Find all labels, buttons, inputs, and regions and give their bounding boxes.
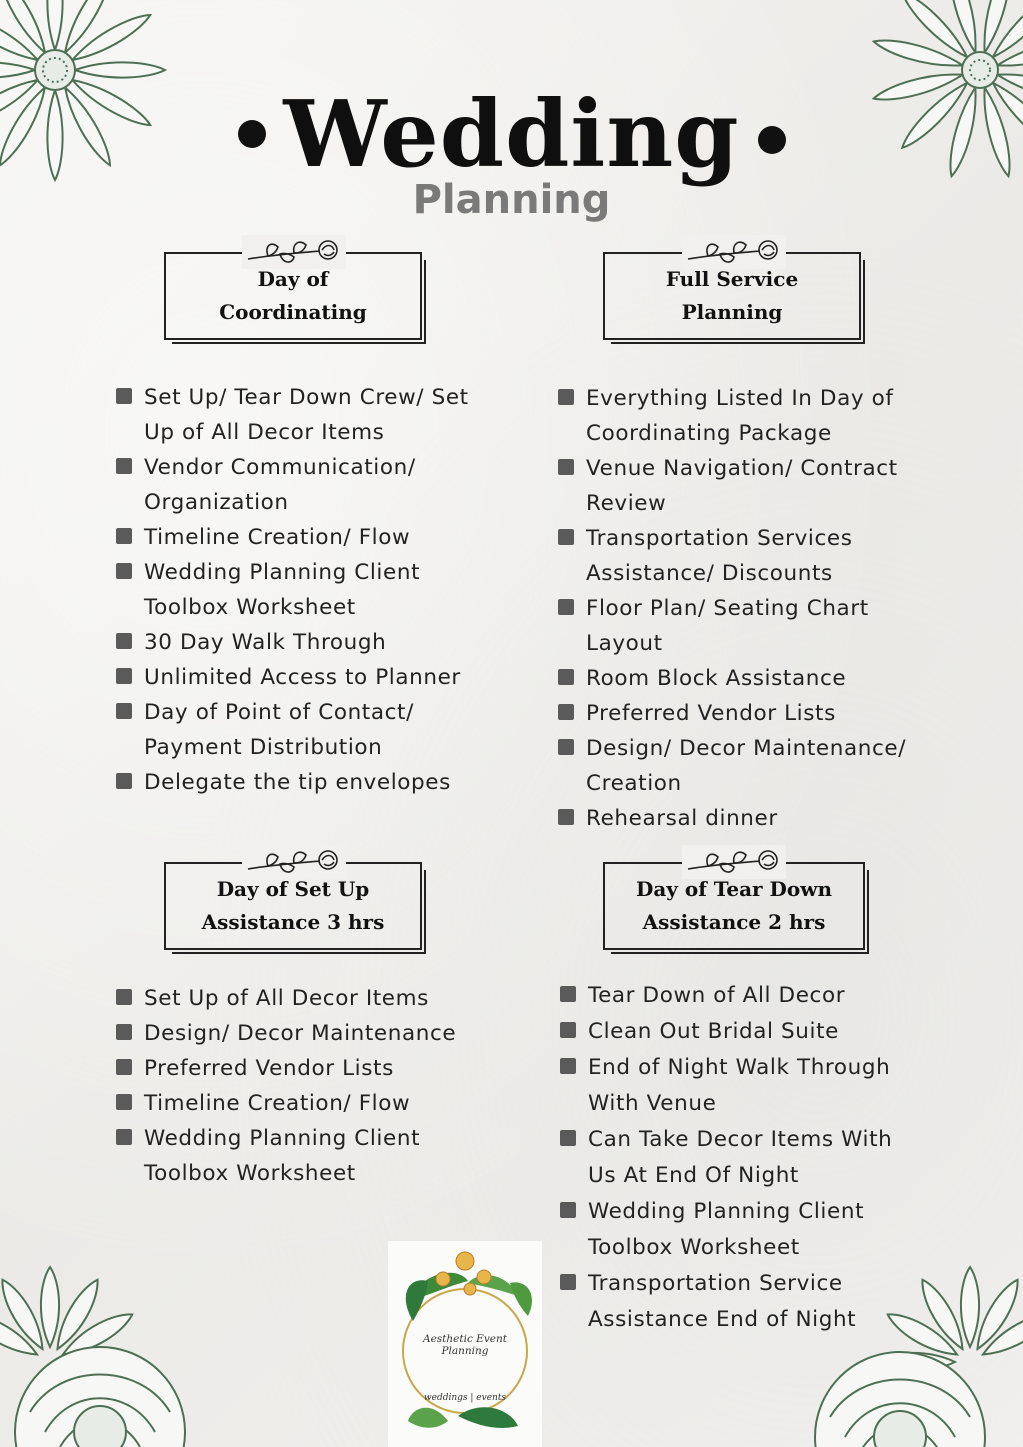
list-item: Clean Out Bridal Suite xyxy=(556,1014,926,1050)
rose-sprig-icon xyxy=(682,235,786,269)
list-item: Can Take Decor Items With Us At End Of Night xyxy=(556,1122,926,1194)
flower-bottom-left-icon xyxy=(0,1262,210,1447)
list-item: Vendor Communication/ Organization xyxy=(112,450,492,520)
square-bullet-icon xyxy=(116,773,132,789)
list-item: Wedding Planning Client Toolbox Worksheet xyxy=(112,1121,492,1191)
heading-line: Planning xyxy=(681,300,783,324)
logo-script-text: Aesthetic Event Planning xyxy=(423,1333,507,1357)
brand-logo xyxy=(388,1241,542,1447)
list-item: Wedding Planning Client Toolbox Worksheet xyxy=(556,1194,926,1266)
square-bullet-icon xyxy=(560,1022,576,1038)
list-item: Set Up of All Decor Items xyxy=(112,981,492,1016)
page-subtitle: Planning xyxy=(412,177,611,223)
title-dot-right-icon xyxy=(758,126,786,154)
square-bullet-icon xyxy=(116,1024,132,1040)
list-item: Preferred Vendor Lists xyxy=(112,1051,492,1086)
square-bullet-icon xyxy=(560,1130,576,1146)
list-item: Timeline Creation/ Flow xyxy=(112,520,492,555)
square-bullet-icon xyxy=(558,599,574,615)
list-item: Preferred Vendor Lists xyxy=(554,696,934,731)
heading-line: Coordinating xyxy=(219,300,367,324)
list-item: Rehearsal dinner xyxy=(554,801,934,836)
service-list-full-service-planning xyxy=(554,381,934,836)
list-item: Everything Listed In Day of Coordinating Package xyxy=(554,381,934,451)
square-bullet-icon xyxy=(116,1129,132,1145)
list-item: Transportation Service Assistance End of Night xyxy=(556,1266,926,1338)
square-bullet-icon xyxy=(560,1274,576,1290)
logo-subtext: weddings | events xyxy=(423,1393,507,1403)
list-item: Wedding Planning Client Toolbox Worksheet xyxy=(112,555,492,625)
service-list-day-of-coordinating xyxy=(112,380,492,800)
square-bullet-icon xyxy=(116,458,132,474)
page-title: Wedding xyxy=(283,80,740,188)
list-item: Design/ Decor Maintenance/ Creation xyxy=(554,731,934,801)
square-bullet-icon xyxy=(560,1202,576,1218)
service-list-day-of-tear-down xyxy=(556,978,926,1338)
square-bullet-icon xyxy=(558,669,574,685)
square-bullet-icon xyxy=(560,986,576,1002)
list-item: Floor Plan/ Seating Chart Layout xyxy=(554,591,934,661)
square-bullet-icon xyxy=(560,1058,576,1074)
rose-sprig-icon xyxy=(242,845,346,879)
list-item: Design/ Decor Maintenance xyxy=(112,1016,492,1051)
list-item: Unlimited Access to Planner xyxy=(112,660,492,695)
heading-line: Day of Set Up xyxy=(216,877,370,901)
square-bullet-icon xyxy=(116,1094,132,1110)
square-bullet-icon xyxy=(558,459,574,475)
square-bullet-icon xyxy=(116,563,132,579)
square-bullet-icon xyxy=(116,989,132,1005)
list-item: Day of Point of Contact/ Payment Distribution xyxy=(112,695,492,765)
square-bullet-icon xyxy=(116,633,132,649)
list-item: 30 Day Walk Through xyxy=(112,625,492,660)
heading-line: Day of xyxy=(257,267,329,291)
heading-line: Day of Tear Down xyxy=(635,877,832,901)
list-item: Venue Navigation/ Contract Review xyxy=(554,451,934,521)
heading-line: Assistance 3 hrs xyxy=(201,910,385,934)
list-item: Room Block Assistance xyxy=(554,661,934,696)
list-item: Set Up/ Tear Down Crew/ Set Up of All Decor Items xyxy=(112,380,492,450)
list-item: End of Night Walk Through With Venue xyxy=(556,1050,926,1122)
square-bullet-icon xyxy=(116,703,132,719)
square-bullet-icon xyxy=(116,668,132,684)
square-bullet-icon xyxy=(558,529,574,545)
heading-line: Assistance 2 hrs xyxy=(642,910,826,934)
list-item: Tear Down of All Decor xyxy=(556,978,926,1014)
title-block xyxy=(0,80,1023,240)
square-bullet-icon xyxy=(558,809,574,825)
service-list-day-of-set-up xyxy=(112,981,492,1191)
square-bullet-icon xyxy=(116,1059,132,1075)
list-item: Delegate the tip envelopes xyxy=(112,765,492,800)
square-bullet-icon xyxy=(558,739,574,755)
square-bullet-icon xyxy=(558,704,574,720)
square-bullet-icon xyxy=(558,389,574,405)
rose-sprig-icon xyxy=(242,235,346,269)
list-item: Timeline Creation/ Flow xyxy=(112,1086,492,1121)
square-bullet-icon xyxy=(116,388,132,404)
list-item: Transportation Services Assistance/ Discounts xyxy=(554,521,934,591)
heading-line: Full Service xyxy=(665,267,799,291)
square-bullet-icon xyxy=(116,528,132,544)
rose-sprig-icon xyxy=(682,845,786,879)
